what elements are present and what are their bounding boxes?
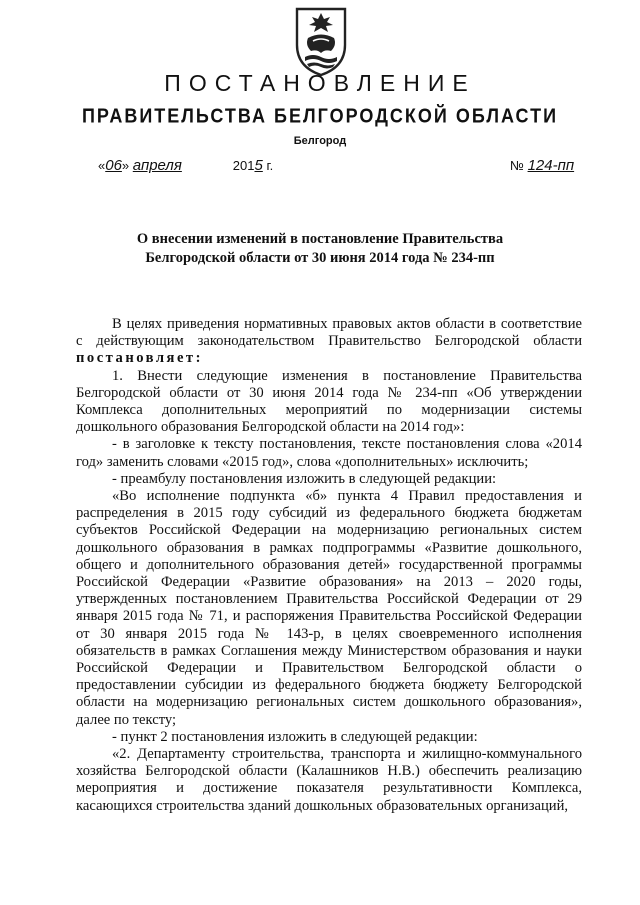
preamble-text: В целях приведения нормативных правовых актов области в соответствие с действующим законодательством Правительство Белгородской области bbox=[76, 316, 582, 350]
document-number bbox=[510, 157, 574, 174]
body-paragraph-2: - в заголовке к тексту постановления, тексте постановления слова «2014 год» заменить словами «2015 год», слова «дополнительных» исключить; bbox=[76, 436, 582, 470]
issuing-authority-heading: ПРАВИТЕЛЬСТВА БЕЛГОРОДСКОЙ ОБЛАСТИ bbox=[81, 104, 559, 128]
date-year-digit: 5 bbox=[254, 157, 263, 174]
document-date bbox=[98, 157, 273, 174]
number-value: 124-пп bbox=[527, 157, 575, 174]
date-year-prefix: 201 bbox=[232, 158, 255, 173]
date-year-suffix: г. bbox=[266, 158, 274, 173]
body-paragraph-4: «Во исполнение подпункта «б» пункта 4 Правил предоставления и распределения в 2015 году субсидий из федерального бюджета бюджетам субъектов Российской Федерации на модернизацию региональных систем дошкольного образования в рамках подпрограммы «Развитие дошкольного, общего и дополнительного образования детей» государственной программы Российской Федерации «Развитие образования» на 2013 – 2020 годы, утвержденных постановлением Правительства Российской Федерации от 29 января 2015 года № 71, и распоряжения Правительства Российской Федерации от 30 января 2015 года № 143-р, в целях своевременного исполнения обязательств в рамках Соглашения между Министерством образования и науки Российской Федерации и Правительством Белгородской области о предоставлении субсидии из федерального бюджета бюджету Белгородской области на модернизацию региональных систем дошкольного образования», далее по тексту; bbox=[76, 488, 582, 728]
coat-of-arms-emblem bbox=[293, 5, 349, 77]
body-paragraph-1: 1. Внести следующие изменения в постановление Правительства Белгородской области от 30 июня 2014 года № 234-пп «Об утверждении Комплекса дополнительных мероприятий по модернизации системы дошкольного образования Белгородской области на 2014 год»: bbox=[76, 367, 582, 436]
document-title-line-2: Белгородской области от 30 июня 2014 года № 234-пп bbox=[145, 250, 495, 266]
date-close-quote: » bbox=[121, 158, 130, 173]
body-paragraph-5: - пункт 2 постановления изложить в следующей редакции: bbox=[112, 728, 478, 745]
date-month: апреля bbox=[132, 157, 182, 174]
document-title-line-1: О внесении изменений в постановление Правительства bbox=[136, 231, 504, 247]
document-type-heading: ПОСТАНОВЛЕНИЕ bbox=[164, 70, 476, 96]
number-label: № bbox=[510, 158, 524, 173]
body-paragraph-3: - преамбулу постановления изложить в следующей редакции: bbox=[112, 470, 497, 487]
date-open-quote: « bbox=[98, 158, 106, 173]
body-paragraph-6: «2. Департаменту строительства, транспорта и жилищно-коммунального хозяйства Белгородской области (Калашников Н.В.) обеспечить реализацию мероприятия и достижение показателя результативности Комплекса, касающихся строительства зданий дошкольных образовательных организаций, bbox=[76, 746, 582, 814]
body-paragraph-preamble bbox=[76, 316, 582, 368]
document-body bbox=[76, 316, 582, 815]
date-day: 06 bbox=[105, 157, 122, 174]
document-title bbox=[0, 230, 640, 268]
resolve-keyword: постановляет: bbox=[76, 350, 203, 367]
city-label: Белгород bbox=[293, 135, 347, 147]
